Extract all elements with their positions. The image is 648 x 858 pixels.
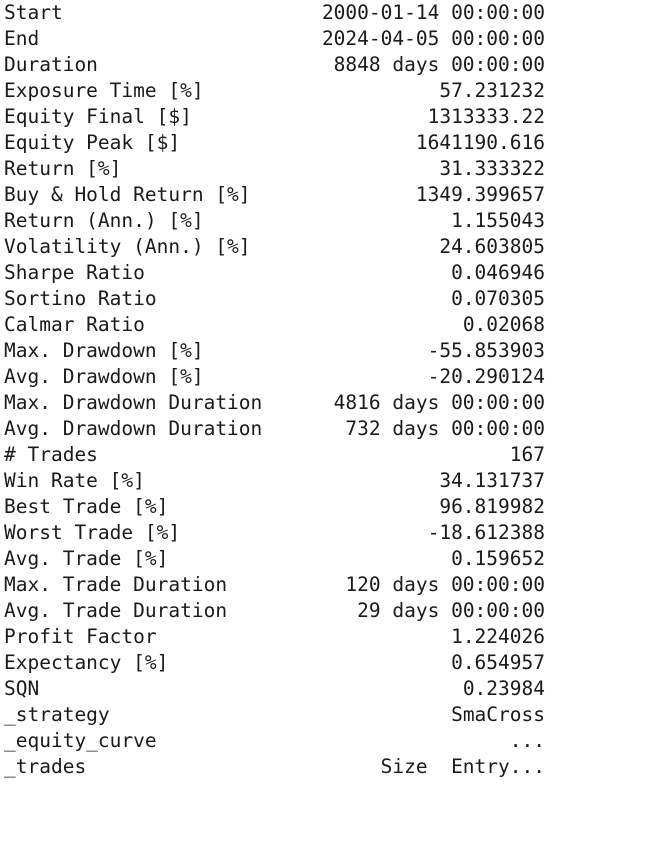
stat-label: Avg. Trade Duration <box>4 599 228 622</box>
stat-label: Avg. Trade [%] <box>4 547 169 570</box>
stat-label: Volatility (Ann.) [%] <box>4 235 251 258</box>
stat-row-expectancy <box>4 650 545 676</box>
stat-value: 96.819982 <box>439 495 545 518</box>
stat-value: 1.224026 <box>451 625 545 648</box>
stat-value: 1349.399657 <box>415 183 545 206</box>
stat-row-win-rate <box>4 468 545 494</box>
stat-value: 24.603805 <box>439 235 545 258</box>
stat-row-strategy <box>4 702 545 728</box>
stat-label: Avg. Drawdown Duration <box>4 417 263 440</box>
stat-row-avg-drawdown <box>4 364 545 390</box>
stat-value: 1.155043 <box>451 209 545 232</box>
stat-label: Max. Drawdown Duration <box>4 391 263 414</box>
stat-row-calmar-ratio <box>4 312 545 338</box>
stat-label: Equity Final [$] <box>4 105 192 128</box>
stat-row-volatility-ann <box>4 234 545 260</box>
stat-row-max-drawdown <box>4 338 545 364</box>
stat-label: # Trades <box>4 443 98 466</box>
stat-row-avg-trade <box>4 546 545 572</box>
stat-label: Max. Drawdown [%] <box>4 339 204 362</box>
stat-label: _strategy <box>4 703 110 726</box>
stat-value: 0.046946 <box>451 261 545 284</box>
stat-value: 31.333322 <box>439 157 545 180</box>
stat-value: -20.290124 <box>427 365 545 388</box>
stat-value: 29 days 00:00:00 <box>357 599 545 622</box>
stat-value: 2000-01-14 00:00:00 <box>321 1 545 24</box>
stat-value: 167 <box>509 443 545 466</box>
stat-row-buy-hold-return <box>4 182 545 208</box>
stat-row-best-trade <box>4 494 545 520</box>
stat-row-avg-trade-duration <box>4 598 545 624</box>
stat-label: Best Trade [%] <box>4 495 169 518</box>
stat-row-trades-count <box>4 442 545 468</box>
stat-value: 0.23984 <box>462 677 545 700</box>
stat-label: Duration <box>4 53 98 76</box>
stat-row-profit-factor <box>4 624 545 650</box>
stat-row-trades-table <box>4 754 545 780</box>
stat-value: 120 days 00:00:00 <box>345 573 545 596</box>
stat-label: _equity_curve <box>4 729 157 752</box>
stat-value: SmaCross <box>451 703 545 726</box>
stat-row-avg-drawdown-duration <box>4 416 545 442</box>
stat-value: -55.853903 <box>427 339 545 362</box>
stat-label: _trades <box>4 755 87 778</box>
stat-label: Sortino Ratio <box>4 287 157 310</box>
stat-label: Sharpe Ratio <box>4 261 145 284</box>
stat-value: 0.070305 <box>451 287 545 310</box>
stat-label: Worst Trade [%] <box>4 521 181 544</box>
stat-value: 34.131737 <box>439 469 545 492</box>
stat-row-end <box>4 26 545 52</box>
stat-value: 4816 days 00:00:00 <box>333 391 545 414</box>
stat-label: Max. Trade Duration <box>4 573 228 596</box>
stat-row-worst-trade <box>4 520 545 546</box>
stat-label: Return [%] <box>4 157 122 180</box>
stat-label: Win Rate [%] <box>4 469 145 492</box>
stat-row-start <box>4 0 545 26</box>
stat-label: Profit Factor <box>4 625 157 648</box>
stat-row-max-drawdown-duration <box>4 390 545 416</box>
stat-value: 1641190.616 <box>415 131 545 154</box>
stat-label: Start <box>4 1 63 24</box>
stat-value: 2024-04-05 00:00:00 <box>321 27 545 50</box>
stat-row-sqn <box>4 676 545 702</box>
stat-row-max-trade-duration <box>4 572 545 598</box>
stat-value: 0.159652 <box>451 547 545 570</box>
stat-row-return-ann <box>4 208 545 234</box>
stat-value: 1313333.22 <box>427 105 545 128</box>
stat-label: Calmar Ratio <box>4 313 145 336</box>
stat-label: Buy & Hold Return [%] <box>4 183 251 206</box>
stat-row-sharpe-ratio <box>4 260 545 286</box>
stat-value: ... <box>509 729 545 752</box>
stat-value: 732 days 00:00:00 <box>345 417 545 440</box>
stat-label: Expectancy [%] <box>4 651 169 674</box>
stat-row-return <box>4 156 545 182</box>
stat-value: 57.231232 <box>439 79 545 102</box>
stat-row-duration <box>4 52 545 78</box>
stat-value: Size Entry... <box>380 755 545 778</box>
stat-label: Equity Peak [$] <box>4 131 181 154</box>
stat-row-equity-final <box>4 104 545 130</box>
stat-value: 8848 days 00:00:00 <box>333 53 545 76</box>
stat-value: -18.612388 <box>427 521 545 544</box>
backtest-stats-output <box>4 0 545 780</box>
stat-label: SQN <box>4 677 40 700</box>
stat-row-sortino-ratio <box>4 286 545 312</box>
stat-label: Avg. Drawdown [%] <box>4 365 204 388</box>
stat-value: 0.654957 <box>451 651 545 674</box>
stat-row-equity-peak <box>4 130 545 156</box>
stat-row-exposure-time <box>4 78 545 104</box>
stat-row-equity-curve <box>4 728 545 754</box>
stat-label: Return (Ann.) [%] <box>4 209 204 232</box>
stat-label: End <box>4 27 40 50</box>
stat-label: Exposure Time [%] <box>4 79 204 102</box>
stat-value: 0.02068 <box>462 313 545 336</box>
